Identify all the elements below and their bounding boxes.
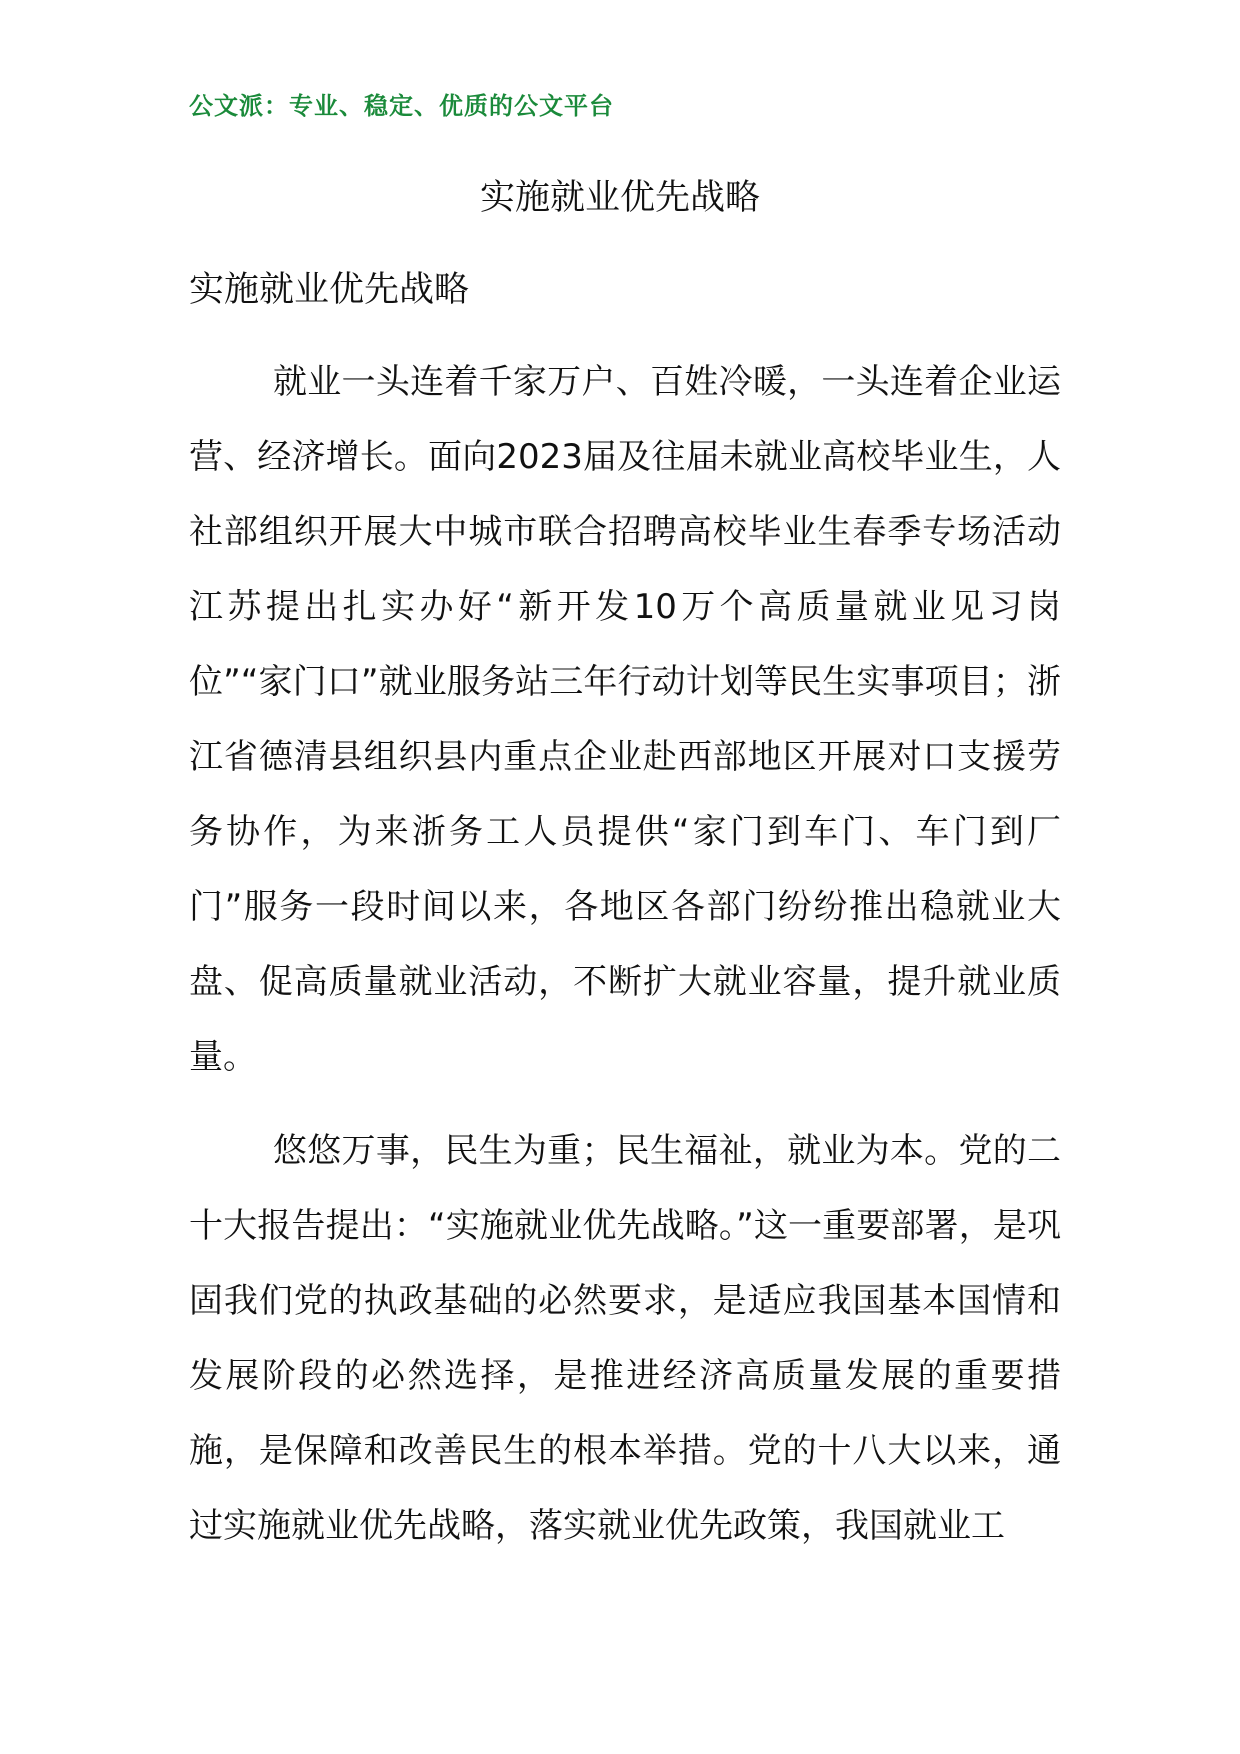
site-banner: 公文派：专业、稳定、优质的公文平台	[189, 92, 614, 120]
document-subtitle: 实施就业优先战略	[189, 270, 470, 310]
body-paragraph: 就业一头连着千家万户、百姓冷暖，一头连着企业运营、经济增长。面向2023届及往届未就业高校毕业生，人社部组织开展大中城市联合招聘高校毕业生春季专场活动江苏提出扎实办好“新开发10万个高质量就业见习岗位”“家门口”就业服务站三年行动计划等民生实事项目；浙江省德清县组织县内重点企业赴西部地区开展对口支援劳务协作，为来浙务工人员提供“家门到车门、车门到厂门”服务一段时间以来，各地区各部门纷纷推出稳就业大盘、促高质量就业活动，不断扩大就业容量，提升就业质量。	[189, 362, 1061, 1077]
body-paragraph: 悠悠万事，民生为重；民生福祉，就业为本。党的二十大报告提出：“实施就业优先战略。”这一重要部署，是巩固我们党的执政基础的必然要求，是适应我国基本国情和发展阶段的必然选择，是推进经济高质量发展的重要措施，是保障和改善民生的根本举措。党的十八大以来，通过实施就业优先战略，落实就业优先政策，我国就业工	[189, 1131, 1061, 1546]
document-title: 实施就业优先战略	[479, 178, 760, 218]
